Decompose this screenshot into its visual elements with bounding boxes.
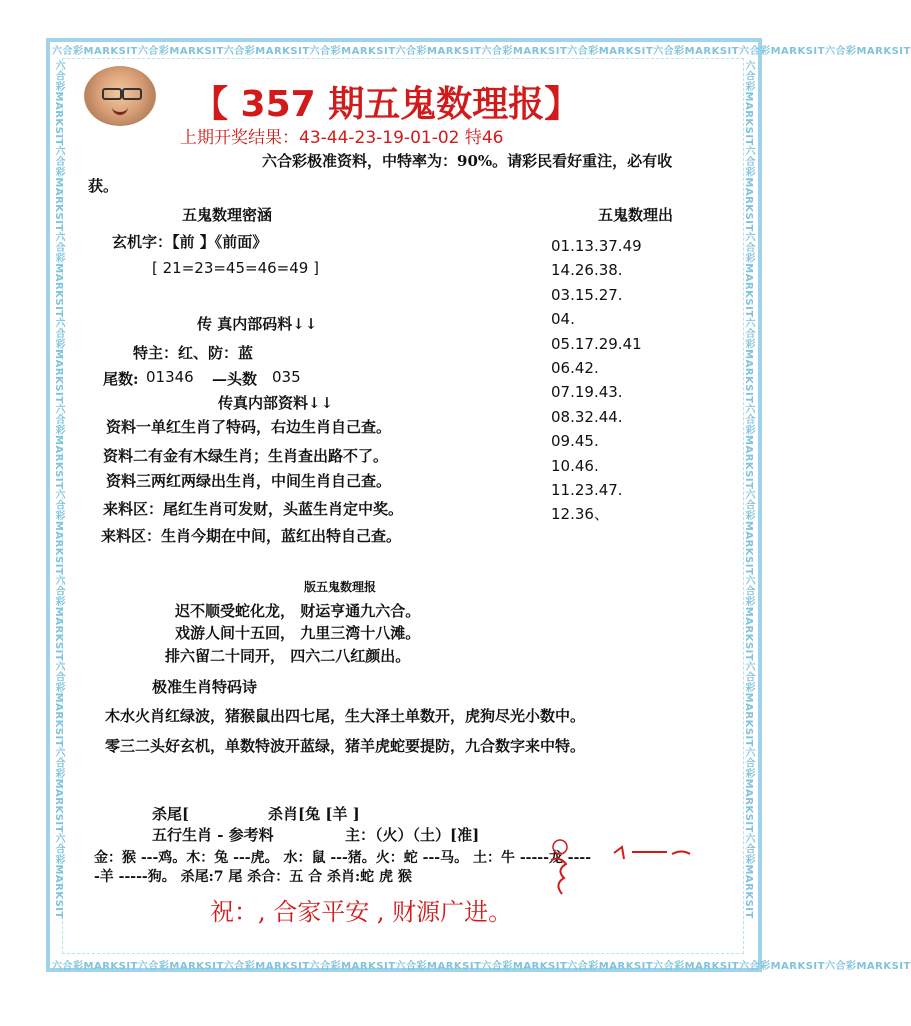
- elements-line-2: -羊 -----狗。 杀尾:7 尾 杀合：五 合 杀肖:蛇 虎 猴: [94, 869, 412, 885]
- main-elements: 主：（火）（土）[准]: [345, 826, 480, 844]
- info-line: 资料一单红生肖了特码，右边生肖自己查。: [106, 418, 392, 436]
- head-value: 035: [272, 368, 301, 386]
- number-row: 01.13.37.49: [551, 237, 642, 255]
- riddle-numbers: [ 21=23=45=46=49 ]: [152, 259, 319, 277]
- number-row: 07.19.43.: [551, 383, 623, 402]
- number-row: 03.15.27.: [551, 285, 623, 304]
- last-draw-result: 上期开奖结果：43-44-23-19-01-02 特46: [180, 128, 504, 148]
- kill-tail: 杀尾[: [152, 805, 190, 823]
- intro-text-line-1: 六合彩极准资料，中特率为：90%。请彩民看好重注，必有收: [262, 152, 673, 170]
- fax-heading-2: 传真内部资料↓↓: [218, 394, 334, 412]
- kill-zodiac: 杀肖[兔 [羊 ]: [268, 805, 360, 823]
- red-scribble-mark: [612, 843, 702, 861]
- info-line: 资料二有金有木绿生肖；生肖查出路不了。: [103, 447, 389, 465]
- watermark-top: 六合彩MARKSIT六合彩MARKSIT六合彩MARKSIT六合彩MARKSIT六合彩MARKSIT六合彩MARKSIT六合彩MARKSIT六合彩MARKSIT六合彩MARKSIT六合彩MARKSIT: [52, 46, 911, 57]
- number-row: 09.45.: [551, 432, 599, 451]
- number-row: 11.23.47.: [551, 480, 623, 499]
- watermark-bottom: 六合彩MARKSIT六合彩MARKSIT六合彩MARKSIT六合彩MARKSIT六合彩MARKSIT六合彩MARKSIT六合彩MARKSIT六合彩MARKSIT六合彩MARKSIT六合彩MARKSIT: [52, 961, 911, 972]
- number-row: 14.26.38.: [551, 261, 623, 280]
- watermark-left: 六合彩MARKSIT六合彩MARKSIT六合彩MARKSIT六合彩MARKSIT六合彩MARKSIT六合彩MARKSIT六合彩MARKSIT六合彩MARKSIT六合彩MARKSIT六合彩MARKSIT: [53, 60, 64, 919]
- number-list: [551, 234, 642, 527]
- fax-heading-1: 传 真内部码料↓↓: [197, 315, 318, 333]
- number-row: 05.17.29.41: [551, 334, 642, 353]
- special-poem-heading: 极准生肖特码诗: [152, 678, 258, 696]
- intro-text-line-2: 获。: [88, 177, 119, 195]
- special-poem-line: 零三二头好玄机，单数特波开蓝绿，猪羊虎蛇要提防，九合数字来中特。: [105, 737, 586, 755]
- right-heading: 五鬼数理出: [598, 206, 674, 224]
- left-heading: 五鬼数理密涵: [182, 206, 273, 224]
- info-line: 来料区：生肖今期在中间，蓝红出特自己查。: [101, 527, 402, 545]
- poem-line: 排六留二十同开， 四六二八红颜出。: [165, 647, 411, 665]
- tail-value: 01346: [146, 368, 194, 386]
- number-row: 04.: [551, 310, 575, 329]
- page-title: 【 357 期五鬼数理报】: [192, 84, 581, 125]
- info-line: 来料区：尾红生肖可发财，头蓝生肖定中奖。: [103, 500, 404, 518]
- poem-heading: 版五鬼数理报: [304, 580, 377, 594]
- number-row: 10.46.: [551, 456, 599, 475]
- blessing-text: 祝：, 合家平安 , 财源广进。: [210, 898, 513, 926]
- riddle-text: 玄机字：【前 】《前面》: [112, 233, 268, 251]
- poem-line: 迟不顺受蛇化龙， 财运亨通九六合。: [175, 602, 421, 620]
- elements-line-1: 金：猴 ---鸡。木：兔 ---虎。 水：鼠 ---猪。火：蛇 ---马。 土：牛 -----龙 ----: [94, 850, 592, 866]
- watermark-right: 六合彩MARKSIT六合彩MARKSIT六合彩MARKSIT六合彩MARKSIT六合彩MARKSIT六合彩MARKSIT六合彩MARKSIT六合彩MARKSIT六合彩MARKSIT六合彩MARKSIT: [743, 60, 754, 919]
- special-poem-line: 木水火肖红绿波，猪猴鼠出四七尾，生大泽土单数开，虎狗尽光小数中。: [105, 707, 586, 725]
- special-color: 特主：红、防：蓝: [133, 344, 254, 362]
- info-line: 资料三两红两绿出生肖，中间生肖自己查。: [106, 472, 392, 490]
- number-row: 08.32.44.: [551, 407, 623, 426]
- tail-label: 尾数:: [103, 370, 139, 388]
- poem-line: 戏游人间十五回， 九里三湾十八滩。: [175, 624, 421, 642]
- five-elements-label: 五行生肖 - 参考料: [152, 826, 274, 844]
- number-row: 12.36、: [551, 505, 609, 524]
- portrait-image: [84, 66, 156, 126]
- head-label: —头数: [212, 370, 258, 388]
- red-stamp-mark: [546, 838, 572, 898]
- number-row: 06.42.: [551, 358, 599, 377]
